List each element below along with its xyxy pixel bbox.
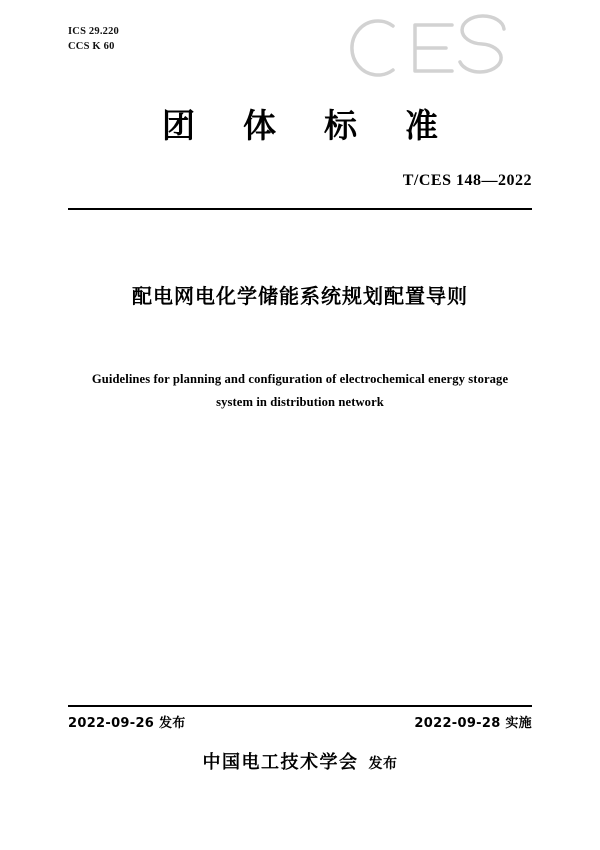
publisher-name: 中国电工技术学会 [202, 752, 359, 773]
page-title: 团体标准 [162, 106, 486, 145]
ics-code: ICS 29.220 [68, 26, 120, 37]
publisher-action: 发布 [368, 756, 398, 772]
ces-logo [336, 10, 536, 84]
ccs-code: CCS K 60 [68, 41, 115, 52]
document-title-cn: 配电网电化学储能系统规划配置导则 [132, 284, 468, 308]
divider-bottom [68, 705, 532, 707]
page-content [68, 0, 532, 850]
divider-top [68, 208, 532, 210]
standard-number: T/CES 148—2022 [402, 172, 532, 189]
document-title-en [90, 368, 510, 414]
document-title-en-line2: system in distribution network [216, 395, 384, 409]
effective-date: 2022-09-28 实施 [414, 716, 532, 731]
classification-codes [68, 24, 119, 54]
document-title-en-line1: Guidelines for planning and configuration of electrochemical energy storage [91, 372, 509, 386]
publisher-line [68, 748, 532, 774]
issue-date: 2022-09-26 发布 [68, 716, 186, 731]
